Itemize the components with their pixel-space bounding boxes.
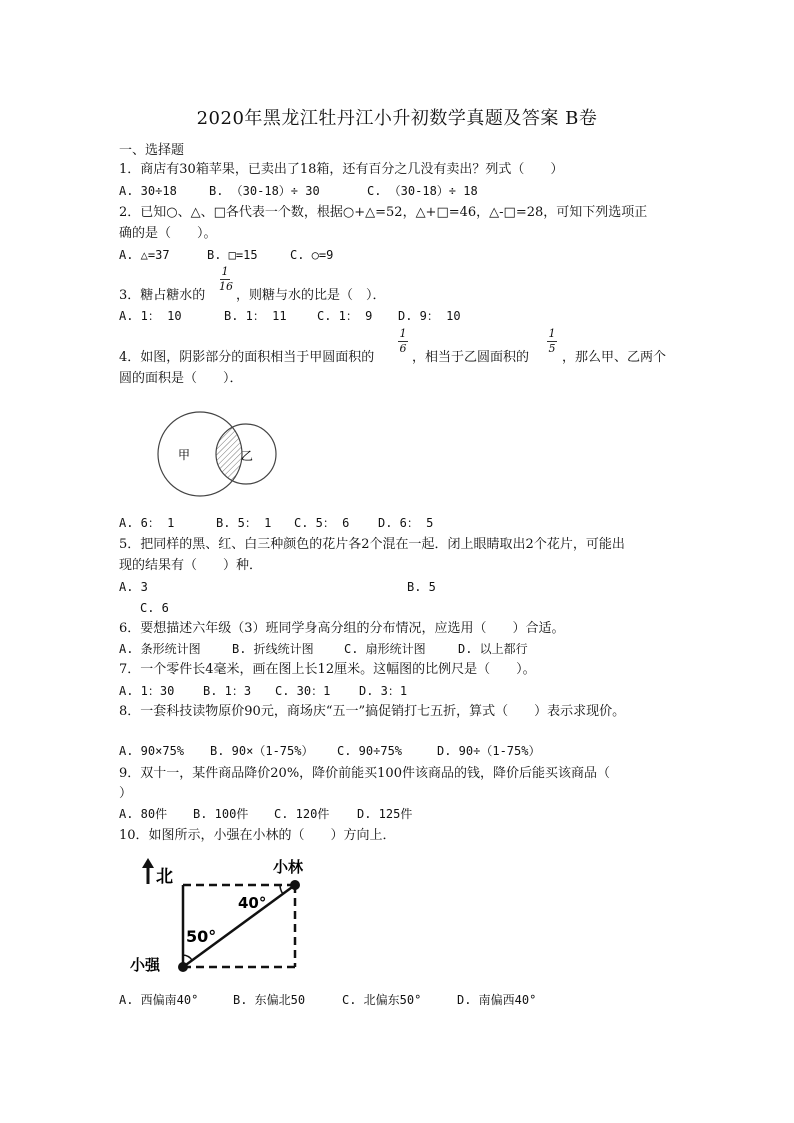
q3-option-d: D. 9： 10 <box>398 309 461 323</box>
page-title: 2020年黑龙江牡丹江小升初数学真题及答案 B卷 <box>196 108 598 129</box>
q5-option-a: A. 3 <box>119 580 148 594</box>
q3-option-a: A. 1： 10 <box>119 309 182 323</box>
north-arrow-head <box>142 858 154 868</box>
q4-fraction-yi <box>546 328 558 355</box>
question-5-stem-line1: 5．把同样的黑、红、白三种颜色的花片各2个混在一起．闭上眼睛取出2个花片，可能出 <box>119 537 625 552</box>
q9-option-d: D. 125件 <box>357 807 413 821</box>
q4-fraction1-numerator: 1 <box>399 327 407 340</box>
question-2-stem-line2: 确的是（ ）。 <box>119 226 217 241</box>
q8-option-b: B. 90×（1-75%） <box>210 744 314 758</box>
q4-option-a: A. 6： 1 <box>119 516 175 530</box>
q6-option-d: D. 以上都行 <box>458 642 528 656</box>
q4-option-c: C. 5： 6 <box>294 516 350 530</box>
question-4-stem-c: ，那么甲、乙两个 <box>562 350 667 365</box>
q3-fraction <box>219 266 231 293</box>
q3-fraction-numerator: 1 <box>221 265 229 278</box>
q6-option-b: B. 折线统计图 <box>232 642 314 656</box>
q4-fraction1-denominator: 6 <box>399 342 407 355</box>
q6-option-a: A. 条形统计图 <box>119 642 201 656</box>
q3-option-b: B. 1： 11 <box>224 309 287 323</box>
label-angle-40: 40° <box>238 894 267 912</box>
q9-option-c: C. 120件 <box>274 807 330 821</box>
q3-fraction-denominator: 16 <box>219 280 233 293</box>
question-3-stem-end: ，则糖与水的比是（ ）． <box>236 288 386 303</box>
q2-option-b: B. □=15 <box>207 248 258 262</box>
q5-option-b: B. 5 <box>407 580 436 594</box>
q4-option-b: B. 5： 1 <box>216 516 272 530</box>
q7-option-c: C. 30：1 <box>275 684 331 698</box>
q9-option-a: A. 80件 <box>119 807 168 821</box>
q8-option-c: C. 90÷75% <box>337 744 403 758</box>
question-9-stem-line1: 9．双十一，某件商品降价20%，降价前能买100件该商品的钱，降价后能买该商品（ <box>119 766 610 781</box>
q3-option-c: C. 1： 9 <box>317 309 373 323</box>
q8-option-a: A. 90×75% <box>119 744 185 758</box>
question-5-stem-line2: 现的结果有（ ）种． <box>119 558 263 573</box>
question-3-stem-start: 3．糖占糖水的 <box>119 288 206 303</box>
q7-option-a: A. 1：30 <box>119 684 175 698</box>
label-yi: 乙 <box>241 449 254 463</box>
point-xiaolin <box>290 880 300 890</box>
question-4-stem-a: 4．如图，阴影部分的面积相当于甲圆面积的 <box>119 350 375 365</box>
question-2-stem-line1: 2．已知○、△、□各代表一个数，根据○+△=52，△+□=46，△-□=28，可知下列选项正 <box>119 205 648 220</box>
q6-option-c: C. 扇形统计图 <box>344 642 426 656</box>
label-xiaolin: 小林 <box>273 858 304 876</box>
q10-option-a: A. 西偏南40° <box>119 993 199 1007</box>
q4-fraction2-denominator: 5 <box>548 342 556 355</box>
section-heading: 一、选择题 <box>119 143 185 158</box>
q10-option-c: C. 北偏东50° <box>342 993 422 1007</box>
label-xiaoqiang: 小强 <box>130 956 161 974</box>
question-7-stem: 7．一个零件长4毫米，画在图上长12厘米。这幅图的比例尺是（ ）。 <box>119 662 536 677</box>
angle-arc-50 <box>183 955 192 960</box>
question-4-stem-line2: 圆的面积是（ ）． <box>119 371 243 386</box>
q4-option-d: D. 6： 5 <box>378 516 434 530</box>
q1-option-a: A. 30÷18 <box>119 184 177 198</box>
q9-option-b: B. 100件 <box>193 807 249 821</box>
q2-option-a: A. △=37 <box>119 248 170 262</box>
q1-option-b: B. （30-18）÷ 30 <box>209 184 320 198</box>
q2-option-c: C. ○=9 <box>290 248 334 262</box>
label-north: 北 <box>156 867 173 887</box>
q4-fraction2-numerator: 1 <box>548 327 556 340</box>
q4-fraction-jia <box>397 328 409 355</box>
question-6-stem: 6．要想描述六年级（3）班同学身高分组的分布情况，应选用（ ）合适。 <box>119 621 565 636</box>
angle-arc-40 <box>280 885 283 894</box>
q10-option-d: D. 南偏西40° <box>457 993 537 1007</box>
q7-option-b: B. 1：3 <box>203 684 252 698</box>
point-xiaoqiang <box>178 962 188 972</box>
q4-circles-figure <box>150 408 280 508</box>
question-8-stem: 8．一套科技读物原价90元，商场庆“五一”搞促销打七五折，算式（ ）表示求现价。 <box>119 704 626 719</box>
question-9-stem-line2: ） <box>119 786 133 801</box>
question-4-stem-b: ，相当于乙圆面积的 <box>412 350 530 365</box>
q10-direction-figure <box>128 852 318 982</box>
question-10-stem: 10．如图所示，小强在小林的（ ）方向上． <box>119 828 396 843</box>
label-jia: 甲 <box>178 448 191 462</box>
q5-option-c: C. 6 <box>140 601 169 615</box>
q8-option-d: D. 90÷（1-75%） <box>437 744 541 758</box>
q7-option-d: D. 3：1 <box>359 684 408 698</box>
question-1-stem: 1．商店有30箱苹果，已卖出了18箱，还有百分之几没有卖出？列式（ ） <box>119 162 564 177</box>
label-angle-50: 50° <box>186 927 217 946</box>
q10-option-b: B. 东偏北50 <box>233 993 306 1007</box>
q1-option-c: C. （30-18）÷ 18 <box>367 184 478 198</box>
